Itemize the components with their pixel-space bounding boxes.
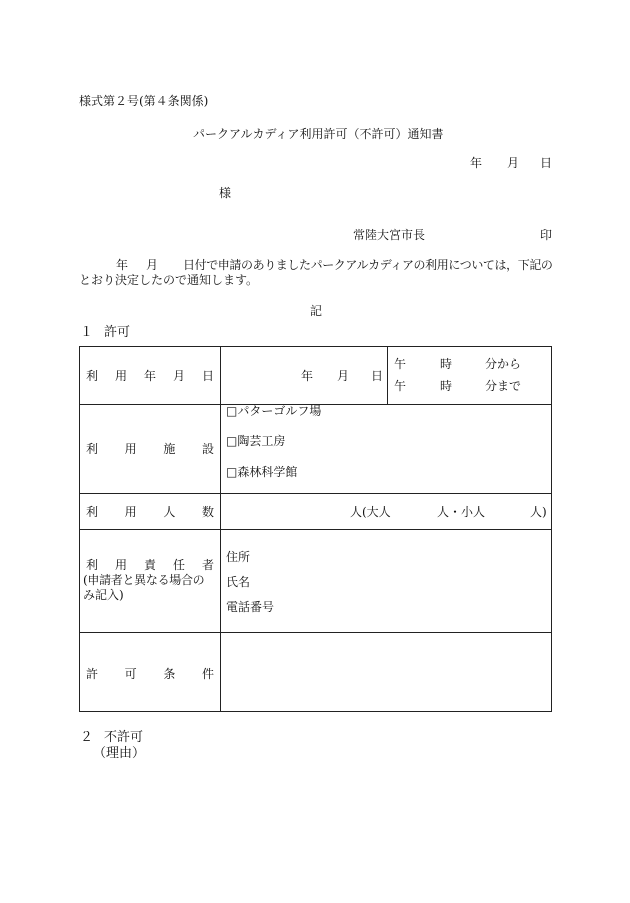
label-conditions: 許 可 条 件 [86,667,214,681]
field-address: 住所 [226,550,251,564]
facility-option-pottery[interactable]: □陶芸工房 [226,434,286,448]
field-name: 氏名 [226,575,251,589]
permit-table [79,346,552,712]
facility-option-putter-golf[interactable]: □パターゴルフ場 [226,404,322,418]
form-number: 様式第２号(第４条関係) [79,94,209,108]
label-responsible-note1: (申請者と異なる場合の [83,573,205,587]
usage-date-year: 年 [301,369,314,383]
body-line2: とおり決定したので通知します。 [79,273,259,287]
to-hour: 時 [440,379,453,393]
people-total-unit: 人(大人 [350,505,391,519]
people-child-unit: 人) [530,505,547,519]
label-responsible-note2: み記入) [83,588,124,602]
document-title: パークアルカディア利用許可（不許可）通知書 [193,127,444,141]
row-divider [80,493,551,494]
addressee-suffix: 様 [219,186,232,200]
people-adult-unit: 人・小人 [437,505,486,519]
section2-heading: 不許可 [104,730,144,745]
date-day: 日 [540,156,553,170]
usage-date-day: 日 [371,369,384,383]
from-minute: 分から [485,357,522,371]
issuer: 常陸大宮市長 [353,228,426,242]
facility-option-forest-science[interactable]: □森林科学館 [226,465,298,479]
column-divider [220,347,221,712]
usage-date-month: 月 [337,369,350,383]
section2-reason: （理由） [93,746,146,761]
section2-number: ２ [80,730,94,745]
from-hour: 時 [440,357,453,371]
body-line1: 日付で申請のありましたパークアルカディアの利用については，下記の [183,258,553,272]
row-divider [80,529,551,530]
to-minute: 分まで [485,379,522,393]
ki-mark: 記 [310,304,323,318]
field-phone: 電話番号 [226,600,275,614]
from-ampm: 午 [394,357,407,371]
label-responsible: 利 用 責 任 者 [86,558,214,572]
body-year: 年 [116,258,129,272]
label-usage-date: 利 用 年 月 日 [86,369,214,383]
section1-heading: 許可 [104,325,131,340]
section1-number: １ [80,325,94,340]
to-ampm: 午 [394,379,407,393]
seal-mark: 印 [540,228,553,242]
date-month: 月 [507,156,520,170]
row-divider [80,632,551,633]
column-divider [387,347,388,404]
date-year: 年 [470,156,483,170]
body-month: 月 [146,258,159,272]
label-facility: 利 用 施 設 [86,442,214,456]
label-people: 利 用 人 数 [86,505,214,519]
